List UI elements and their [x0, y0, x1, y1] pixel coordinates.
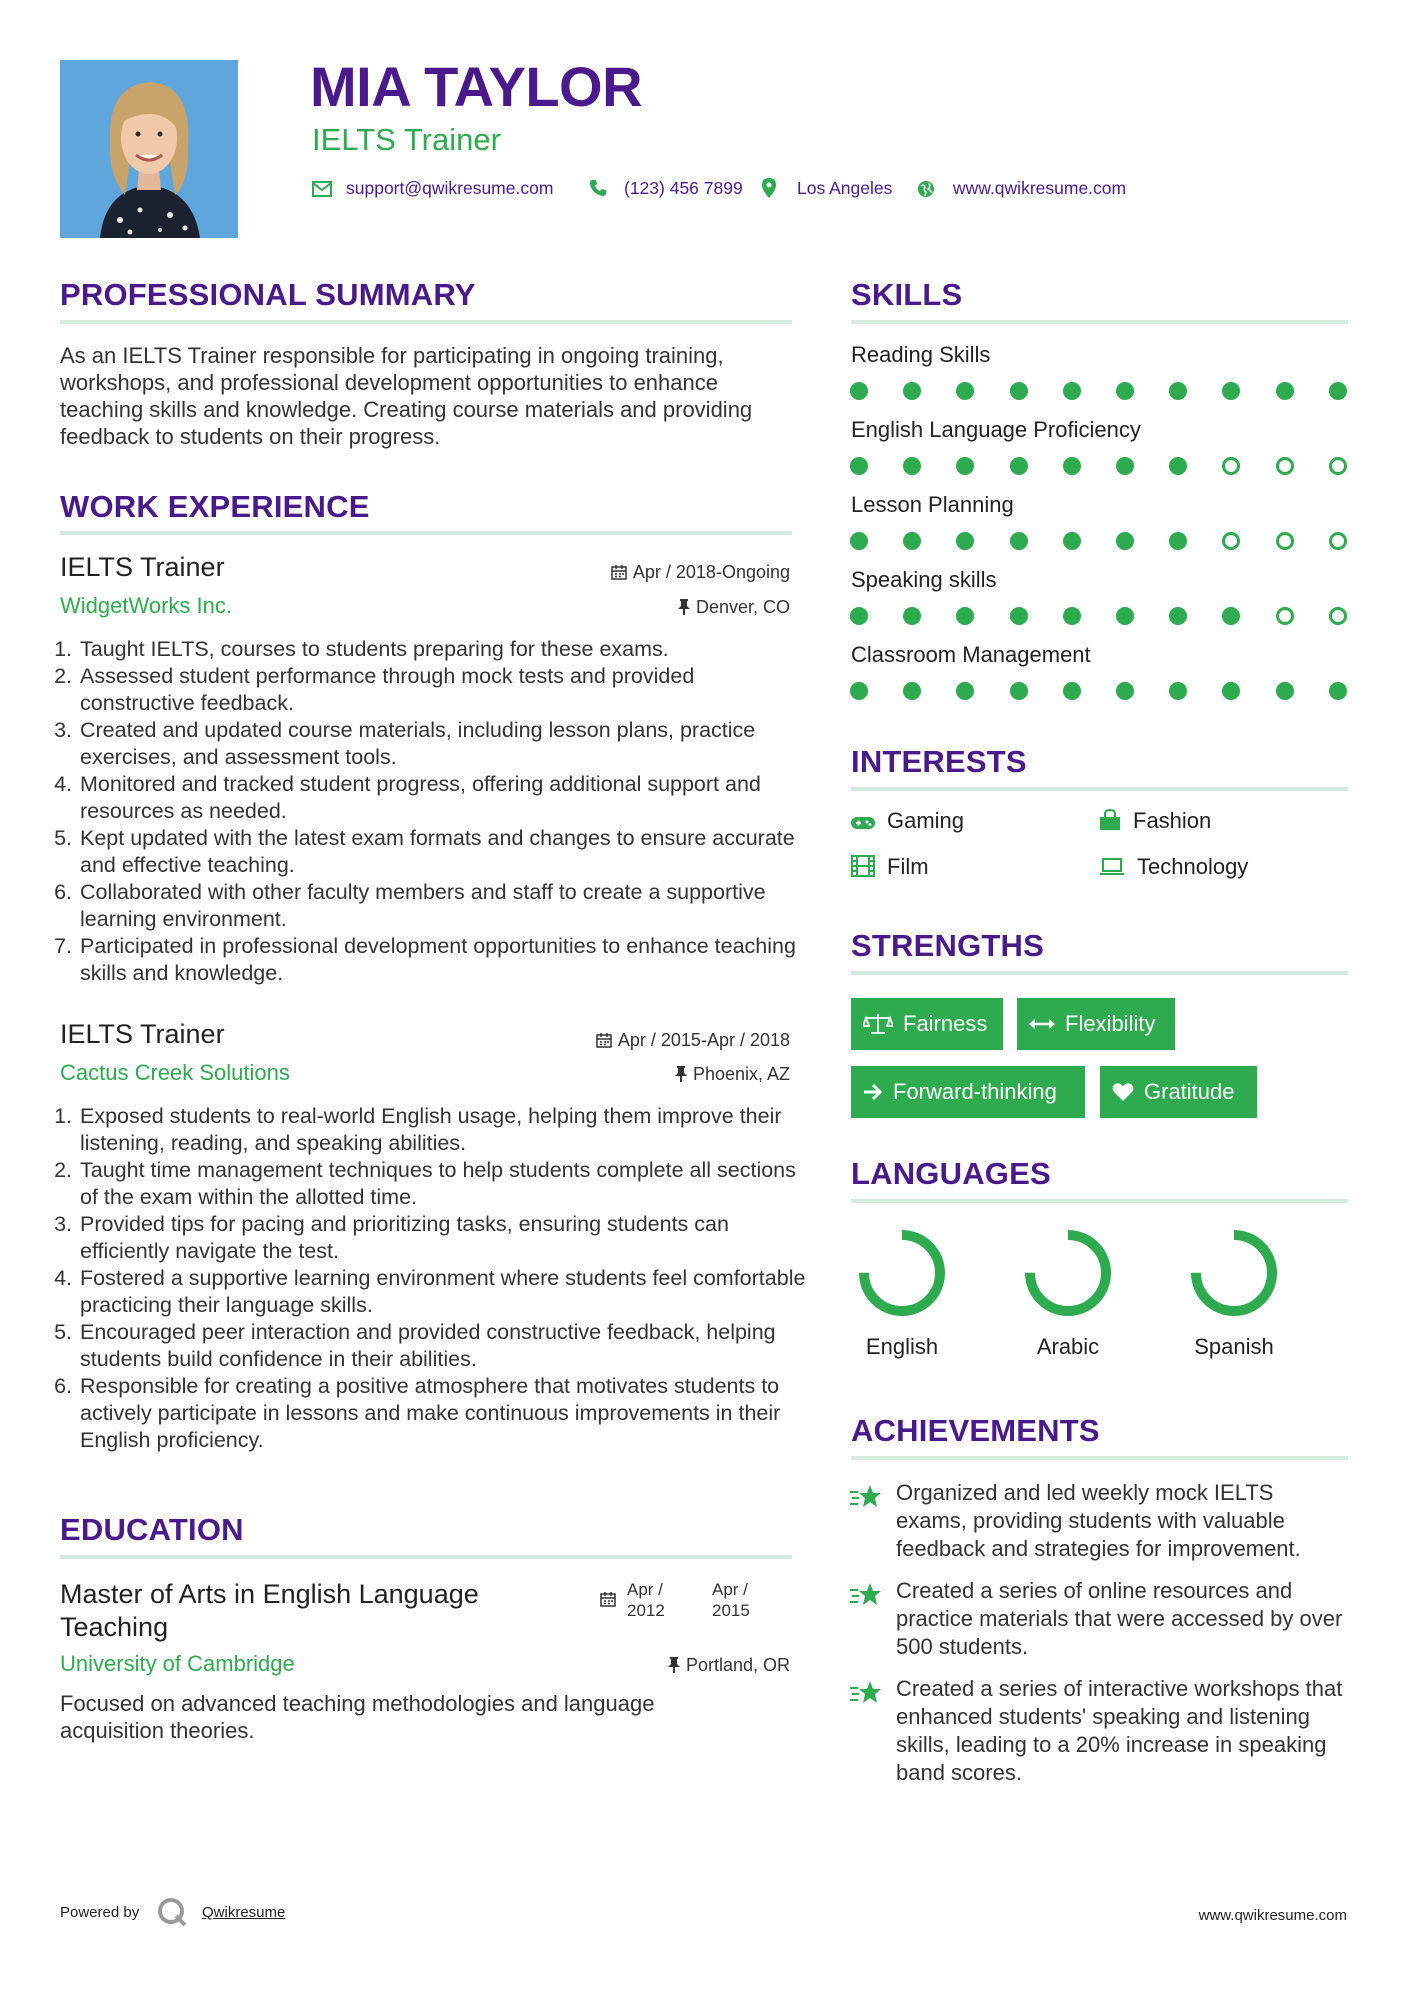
interest-item: Film — [851, 854, 929, 880]
skill-dot-filled — [1222, 682, 1240, 700]
language-name: English — [865, 1334, 939, 1359]
list-item: 1. Taught IELTS, courses to students preparing for these exams. — [78, 636, 808, 663]
skill-dot-filled — [903, 607, 921, 625]
skill-dot-filled — [850, 457, 868, 475]
skill-dot-filled — [1222, 607, 1240, 625]
achievements-divider — [851, 1456, 1348, 1460]
job-title: IELTS Trainer — [60, 1019, 225, 1049]
skill-dot-filled — [1010, 457, 1028, 475]
language-item — [1179, 1225, 1289, 1360]
skill-dot-filled — [1063, 682, 1081, 700]
skill-dot-filled — [850, 532, 868, 550]
candidate-name: MIA TAYLOR — [310, 55, 643, 118]
skill-dot-filled — [1010, 607, 1028, 625]
skill-dot-filled — [956, 532, 974, 550]
strength-badge: Gratitude — [1100, 1066, 1257, 1118]
qwikresume-logo-icon — [157, 1897, 187, 1932]
achievement-item: Created a series of online resources and practice materials that were accessed by over 500 students. — [896, 1578, 1343, 1659]
skill-dot-filled — [1116, 532, 1134, 550]
skill-dot-filled — [1116, 607, 1134, 625]
skills-heading: SKILLS — [851, 277, 963, 312]
list-item: 2. Taught time management techniques to help students complete all sections of the exam within the allotted time. — [78, 1157, 808, 1211]
skill-dot-filled — [1169, 682, 1187, 700]
language-item — [847, 1225, 957, 1360]
arrows-h-icon — [1029, 1017, 1055, 1031]
skill-dot-empty — [1329, 457, 1347, 475]
skill-dot-filled — [1010, 382, 1028, 400]
skill-dot-filled — [1169, 607, 1187, 625]
job-dates: Apr / 2015-Apr / 2018 — [596, 1030, 790, 1051]
summary-heading: PROFESSIONAL SUMMARY — [60, 277, 476, 312]
skill-name: Speaking skills — [851, 567, 997, 592]
skill-dot-filled — [956, 457, 974, 475]
strength-badge: Fairness — [851, 998, 1003, 1050]
list-item: 1. Exposed students to real-world English usage, helping them improve their listening, reading, and speaking abilities. — [78, 1103, 808, 1157]
list-item: 7. Participated in professional development opportunities to enhance teaching skills and knowledge. — [78, 933, 808, 987]
profile-photo — [60, 60, 238, 238]
star-icon — [850, 1484, 882, 1515]
language-item — [1013, 1225, 1123, 1360]
achievement-item: Created a series of interactive workshops that enhanced students' speaking and listening skills, leading to a 20% increase in speaking band scores. — [896, 1676, 1343, 1785]
list-item: 3. Provided tips for pacing and prioritizing tasks, ensuring students can efficiently navigate the test. — [78, 1211, 808, 1265]
list-item: 4. Monitored and tracked student progress, offering additional support and resources as needed. — [78, 771, 808, 825]
education-start-date: Apr / 2012 — [627, 1580, 665, 1620]
achievement-item: Organized and led weekly mock IELTS exams, providing students with valuable feedback and strategies for improvement. — [896, 1480, 1301, 1561]
candidate-title: IELTS Trainer — [312, 122, 501, 157]
skill-dot-filled — [956, 682, 974, 700]
skill-dot-empty — [1276, 607, 1294, 625]
skill-name: Reading Skills — [851, 342, 991, 367]
job-duties-list — [60, 1103, 808, 1454]
skill-dot-filled — [1222, 382, 1240, 400]
summary-divider — [60, 320, 792, 324]
company-name: Cactus Creek Solutions — [60, 1060, 290, 1085]
film-icon — [851, 855, 875, 877]
education-description: Focused on advanced teaching methodologies and language acquisition theories. — [60, 1691, 655, 1743]
interest-item: Gaming — [851, 808, 964, 834]
skill-dot-empty — [1276, 532, 1294, 550]
strength-badge: Flexibility — [1017, 998, 1175, 1050]
list-item: 3. Created and updated course materials, including lesson plans, practice exercises, and assessment tools. — [78, 717, 808, 771]
job-duties-list — [60, 636, 808, 987]
interest-item: Fashion — [1099, 808, 1211, 834]
skill-dot-filled — [1169, 457, 1187, 475]
job-dates: Apr / 2018-Ongoing — [611, 562, 790, 583]
skill-dot-filled — [1063, 457, 1081, 475]
interests-divider — [851, 787, 1348, 791]
language-progress-ring — [1186, 1225, 1282, 1321]
education-divider — [60, 1555, 792, 1559]
list-item: 5. Kept updated with the latest exam formats and changes to ensure accurate and effective teaching. — [78, 825, 808, 879]
interest-item: Technology — [1099, 854, 1248, 880]
email-link[interactable]: support@qwikresume.com — [346, 178, 554, 198]
website-link[interactable]: www.qwikresume.com — [953, 178, 1127, 198]
skill-dot-filled — [1276, 382, 1294, 400]
company-name: WidgetWorks Inc. — [60, 593, 232, 618]
skill-dot-filled — [903, 532, 921, 550]
list-item: 6. Responsible for creating a positive atmosphere that motivates students to actively participate in lessons and make continuous improvements in their English proficiency. — [78, 1373, 808, 1454]
balance-scale-icon — [863, 1013, 893, 1035]
language-name: Arabic — [1036, 1334, 1100, 1359]
skills-divider — [851, 320, 1348, 324]
skill-dot-filled — [956, 607, 974, 625]
thumbtack-icon — [678, 599, 690, 615]
school-name: University of Cambridge — [60, 1651, 295, 1676]
list-item: 4. Fostered a supportive learning environment where students feel comfortable practicing their language skills. — [78, 1265, 808, 1319]
skill-dot-filled — [903, 382, 921, 400]
skill-dot-filled — [1169, 532, 1187, 550]
experience-divider — [60, 531, 792, 535]
skill-dot-filled — [850, 607, 868, 625]
language-name: Spanish — [1194, 1334, 1274, 1359]
skill-dot-filled — [1276, 682, 1294, 700]
job-location: Denver, CO — [678, 597, 790, 618]
job-location: Phoenix, AZ — [675, 1064, 790, 1085]
skill-dot-filled — [1116, 682, 1134, 700]
calendar-icon — [600, 1591, 616, 1612]
summary-text: As an IELTS Trainer responsible for participating in ongoing training, workshops, and professional development opportunities to enhance teaching skills and knowledge. Creating course materials and providing feedback to students on their progress. — [60, 343, 753, 449]
star-icon — [850, 1582, 882, 1613]
list-item: 6. Collaborated with other faculty members and staff to create a supportive learning environment. — [78, 879, 808, 933]
envelope-icon — [312, 181, 332, 202]
skill-dot-empty — [1329, 532, 1347, 550]
footer-website-link[interactable]: www.qwikresume.com — [1198, 1907, 1347, 1924]
language-progress-ring — [854, 1225, 950, 1321]
skill-dot-empty — [1276, 457, 1294, 475]
skill-dot-empty — [1222, 532, 1240, 550]
education-end-date: Apr / 2015 — [712, 1580, 750, 1620]
strengths-heading: STRENGTHS — [851, 928, 1044, 963]
strength-badge: Forward-thinking — [851, 1066, 1085, 1118]
skill-dot-filled — [1063, 532, 1081, 550]
interests-heading: INTERESTS — [851, 744, 1027, 779]
footer-powered-by: Powered by — [60, 1904, 140, 1921]
strengths-divider — [851, 971, 1348, 975]
list-item: 5. Encouraged peer interaction and provided constructive feedback, helping students build confidence in their abilities. — [78, 1319, 808, 1373]
heart-icon — [1112, 1082, 1134, 1102]
skill-name: English Language Proficiency — [851, 417, 1141, 442]
experience-heading: WORK EXPERIENCE — [60, 489, 370, 524]
skill-dot-filled — [850, 682, 868, 700]
skill-dot-filled — [903, 682, 921, 700]
footer-brand-link[interactable]: Qwikresume — [202, 1904, 286, 1921]
arrow-right-icon — [863, 1083, 883, 1101]
skill-name: Classroom Management — [851, 642, 1091, 667]
school-location: Portland, OR — [668, 1655, 790, 1676]
skill-name: Lesson Planning — [851, 492, 1014, 517]
languages-divider — [851, 1199, 1348, 1203]
globe-icon — [917, 180, 935, 203]
skill-dot-filled — [1116, 382, 1134, 400]
skill-dot-filled — [1169, 382, 1187, 400]
skill-dot-filled — [1329, 682, 1347, 700]
thumbtack-icon — [675, 1066, 687, 1082]
skill-dot-filled — [956, 382, 974, 400]
calendar-icon — [611, 564, 627, 580]
thumbtack-icon — [668, 1657, 680, 1673]
skill-dot-filled — [1010, 532, 1028, 550]
list-item: 2. Assessed student performance through mock tests and provided constructive feedback. — [78, 663, 808, 717]
job-title: IELTS Trainer — [60, 552, 225, 582]
calendar-icon — [596, 1032, 612, 1048]
star-icon — [850, 1680, 882, 1711]
skill-dot-filled — [1329, 382, 1347, 400]
shopping-bag-icon — [1099, 809, 1121, 831]
skill-dot-filled — [850, 382, 868, 400]
languages-heading: LANGUAGES — [851, 1156, 1051, 1191]
phone-icon — [589, 179, 607, 202]
skill-dot-empty — [1329, 607, 1347, 625]
phone-number: (123) 456 7899 — [624, 178, 743, 198]
achievements-heading: ACHIEVEMENTS — [851, 1413, 1100, 1448]
skill-dot-empty — [1222, 457, 1240, 475]
language-progress-ring — [1020, 1225, 1116, 1321]
education-heading: EDUCATION — [60, 1512, 244, 1547]
location-text: Los Angeles — [797, 178, 893, 198]
laptop-icon — [1099, 857, 1125, 877]
gamepad-icon — [851, 815, 875, 831]
skill-dot-filled — [1063, 382, 1081, 400]
map-marker-icon — [762, 178, 776, 203]
skill-dot-filled — [1116, 457, 1134, 475]
degree-title: Master of Arts in English Language Teaching — [60, 1579, 479, 1642]
skill-dot-filled — [1063, 607, 1081, 625]
skill-dot-filled — [903, 457, 921, 475]
skill-dot-filled — [1010, 682, 1028, 700]
